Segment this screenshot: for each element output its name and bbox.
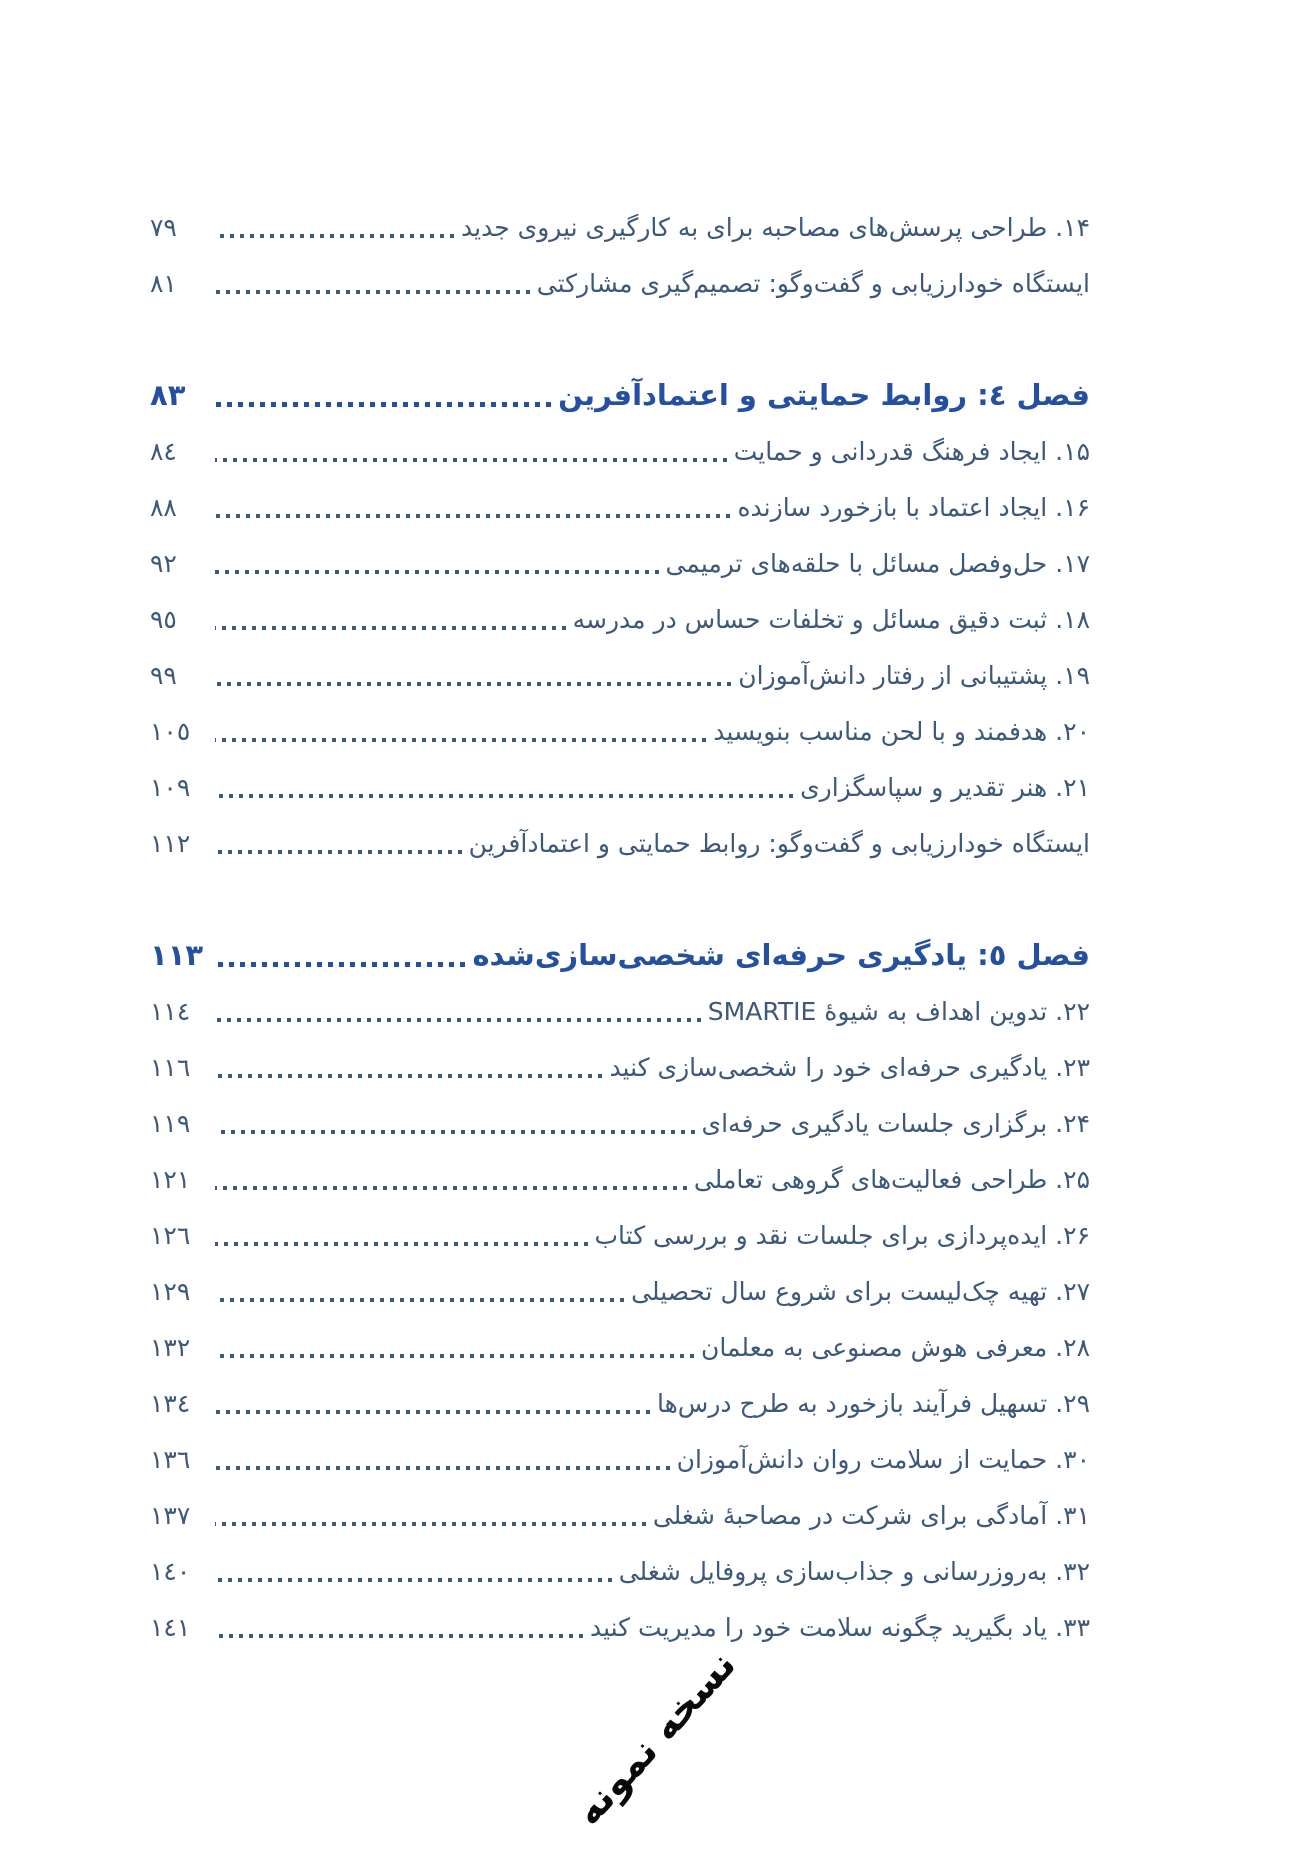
toc-entry-page: ١٠٥ [150, 716, 191, 746]
dotted-leader [215, 1354, 694, 1358]
toc-entry-title: ۳۳. یاد بگیرید چگونه سلامت خود را مدیریت کنید [589, 1612, 1090, 1642]
toc-row [150, 1487, 1090, 1543]
toc-chapter-title: فصل ٤: روابط حمایتی و اعتمادآفرین [558, 378, 1090, 412]
toc-row [150, 703, 1090, 759]
toc-row [150, 535, 1090, 591]
toc-row [150, 1375, 1090, 1431]
dotted-leader [215, 794, 793, 798]
toc-entry-title: ۲۰. هدفمند و با لحن مناسب بنویسید [713, 716, 1090, 746]
toc-entry-title: ۲۸. معرفی هوش مصنوعی به معلمان [701, 1332, 1090, 1362]
dotted-leader [215, 234, 454, 238]
dotted-leader [215, 402, 551, 407]
dotted-leader [215, 962, 465, 967]
toc-row [150, 1431, 1090, 1487]
toc-entry-title: ۱۸. ثبت دقیق مسائل و تخلفات حساس در مدرسه [572, 604, 1090, 634]
toc-entry-title: ۳۱. آمادگی برای شرکت در مصاحبۀ شغلی [652, 1500, 1090, 1530]
toc-row [150, 647, 1090, 703]
toc-entry-title: ۲۱. هنر تقدیر و سپاسگزاری [800, 772, 1090, 802]
dotted-leader [215, 1578, 612, 1582]
toc-row [150, 815, 1090, 871]
toc-row [150, 479, 1090, 535]
dotted-leader [215, 850, 462, 854]
dotted-leader [215, 1242, 588, 1246]
toc-entry-page: ٩٥ [150, 604, 177, 634]
toc-entry-title: ۱۹. پشتیبانی از رفتار دانش‌آموزان [738, 660, 1090, 690]
toc-entry-title: ایستگاه خودارزیابی و گفت‌وگو: روابط حمایتی و اعتمادآفرین [468, 828, 1090, 858]
toc-entry-page: ١٣٢ [150, 1332, 191, 1362]
toc-entry-title: ۲۷. تهیه چک‌لیست برای شروع سال تحصیلی [631, 1276, 1090, 1306]
sample-copy-watermark: نسخه نمونه [565, 1642, 745, 1834]
toc-entry-page: ١٣٤ [150, 1388, 191, 1418]
toc-row [150, 759, 1090, 815]
toc-entry-page: ٩٩ [150, 660, 177, 690]
dotted-leader [215, 1186, 687, 1190]
toc-row [150, 1319, 1090, 1375]
toc-row [150, 1151, 1090, 1207]
table-of-contents [150, 199, 1090, 1655]
toc-entry-page: ١١٩ [150, 1108, 191, 1138]
toc-entry-title: ۲۴. برگزاری جلسات یادگیری حرفه‌ای [701, 1108, 1090, 1138]
toc-row [150, 1095, 1090, 1151]
toc-entry-page: ١٢٦ [150, 1220, 191, 1250]
toc-entry-page: ١٤٠ [150, 1556, 191, 1586]
toc-row [150, 1039, 1090, 1095]
dotted-leader [215, 738, 706, 742]
toc-entry-title: ۳۰. حمایت از سلامت روان دانش‌آموزان [676, 1444, 1090, 1474]
toc-row [150, 423, 1090, 479]
toc-entry-page: ٩٢ [150, 548, 177, 578]
toc-entry-page: ١١٦ [150, 1052, 191, 1082]
toc-entry-title: ۱۶. ایجاد اعتماد با بازخورد سازنده [737, 492, 1090, 522]
toc-row [150, 1263, 1090, 1319]
toc-row [150, 1543, 1090, 1599]
dotted-leader [215, 1298, 624, 1302]
dotted-leader [215, 458, 727, 462]
toc-entry-page: ١٠٩ [150, 772, 191, 802]
toc-entry-title: ۱۷. حل‌وفصل مسائل با حلقه‌های ترمیمی [665, 548, 1090, 578]
toc-entry-title: ۱۵. ایجاد فرهنگ قدردانی و حمایت [733, 436, 1090, 466]
dotted-leader [215, 1634, 583, 1638]
toc-chapter-page: ٨٣ [150, 378, 186, 412]
dotted-leader [215, 570, 659, 574]
toc-entry-title: ۱۴. طراحی پرسش‌های مصاحبه برای به کارگیری نیروی جدید [461, 212, 1090, 242]
toc-row [150, 199, 1090, 255]
toc-row [150, 983, 1090, 1039]
dotted-leader [215, 626, 566, 630]
dotted-leader [215, 1410, 650, 1414]
dotted-leader [215, 514, 730, 518]
toc-row [150, 255, 1090, 311]
toc-entry-title: ۲۲. تدوین اهداف به شیوۀ SMARTIE [707, 996, 1090, 1026]
toc-chapter-row [150, 927, 1090, 983]
dotted-leader [215, 1130, 695, 1134]
toc-entry-page: ٨٨ [150, 492, 177, 522]
toc-entry-title: ۲۵. طراحی فعالیت‌های گروهی تعاملی [693, 1164, 1090, 1194]
dotted-leader [215, 1074, 602, 1078]
dotted-leader [215, 682, 731, 686]
toc-entry-page: ١٣٦ [150, 1444, 191, 1474]
toc-chapter-page: ١١٣ [150, 938, 204, 972]
toc-entry-page: ١١٢ [150, 828, 191, 858]
toc-entry-page: ١٤١ [150, 1612, 191, 1642]
dotted-leader [215, 1466, 670, 1470]
toc-entry-title: ۲۳. یادگیری حرفه‌ای خود را شخصی‌سازی کنید [609, 1052, 1090, 1082]
toc-entry-page: ١٣٧ [150, 1500, 191, 1530]
dotted-leader [215, 290, 530, 294]
toc-entry-page: ٨٤ [150, 436, 177, 466]
toc-entry-page: ٨١ [150, 268, 177, 298]
toc-entry-title: ۲۶. ایده‌پردازی برای جلسات نقد و بررسی کتاب [594, 1220, 1090, 1250]
toc-row [150, 591, 1090, 647]
dotted-leader [215, 1018, 701, 1022]
toc-row [150, 1599, 1090, 1655]
dotted-leader [215, 1522, 646, 1526]
toc-entry-title: ۳۲. به‌روزرسانی و جذاب‌سازی پروفایل شغلی [618, 1556, 1090, 1586]
toc-entry-title: ۲۹. تسهیل فرآیند بازخورد به طرح درس‌ها [657, 1388, 1090, 1418]
toc-entry-page: ١٢١ [150, 1164, 191, 1194]
toc-entry-page: ١١٤ [150, 996, 191, 1026]
toc-entry-page: ٧٩ [150, 212, 177, 242]
toc-entry-page: ١٢٩ [150, 1276, 191, 1306]
toc-chapter-title: فصل ٥: یادگیری حرفه‌ای شخصی‌سازی‌شده [472, 938, 1090, 972]
toc-row [150, 1207, 1090, 1263]
toc-entry-title: ایستگاه خودارزیابی و گفت‌وگو: تصمیم‌گیری مشارکتی [536, 268, 1090, 298]
toc-chapter-row [150, 367, 1090, 423]
